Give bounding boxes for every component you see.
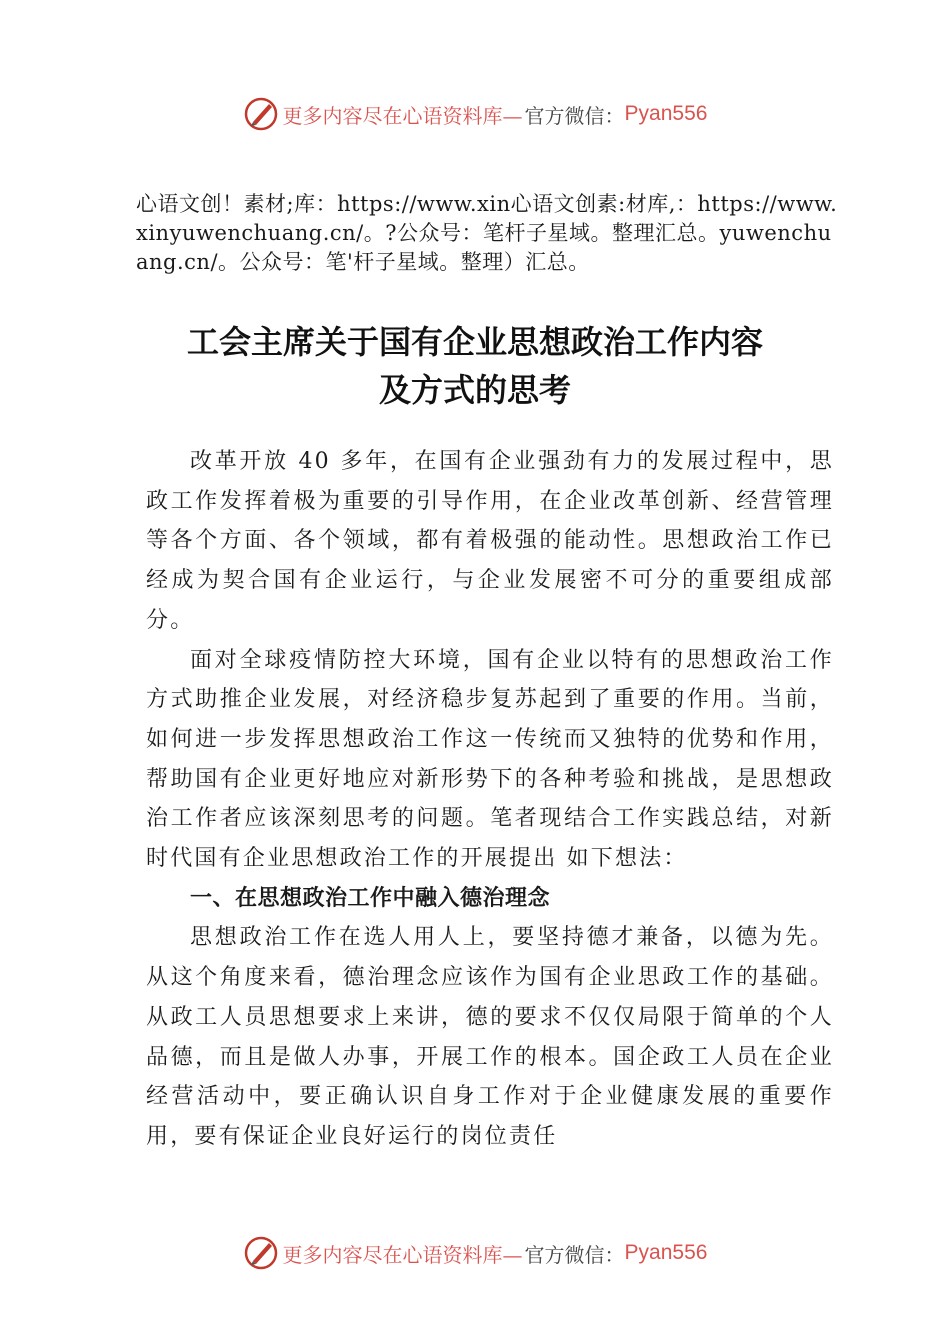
banner-text: 更多内容尽在心语资料库—: [282, 1242, 523, 1267]
banner-weixin-id: Pyan556: [624, 102, 708, 125]
title-line-1: 工会主席关于国有企业思想政治工作内容: [186, 323, 763, 361]
banner-weixin-label: 官方微信：: [524, 103, 625, 128]
banner-weixin-id: Pyan556: [624, 1241, 708, 1264]
pen-logo-icon: [243, 96, 279, 132]
document-title: [100, 318, 850, 414]
document-body: [146, 442, 834, 1157]
footer-banner: [0, 1233, 950, 1273]
banner-text: 更多内容尽在心语资料库—: [282, 103, 523, 128]
section-heading: 一、在思想政治工作中融入德治理念: [190, 885, 551, 911]
header-note: 心语文创！素材;库：https://www.xin心语文创素:材库,：https://www.xinyuwenchuang.cn/。?公众号：笔杆子星域。整理汇总。yuwenchuang.cn/。公众号：笔'杆子星域。整理）汇总。: [136, 192, 838, 274]
pen-logo-icon: [243, 1235, 279, 1271]
paragraph: 改革开放 40 多年，在国有企业强劲有力的发展过程中，思政工作发挥着极为重要的引导作用，在企业改革创新、经营管理等各个方面、各个领域，都有着极强的能动性。思想政治工作已经成为契合国有企业运行，与企业发展密不可分的重要组成部分。: [146, 449, 834, 633]
banner-weixin-label: 官方微信：: [524, 1242, 625, 1267]
title-line-2: 及方式的思考: [378, 371, 571, 409]
header-banner: [0, 94, 950, 134]
paragraph: 思想政治工作在选人用人上，要坚持德才兼备，以德为先。从这个角度来看，德治理念应该作为国有企业思政工作的基础。从政工人员思想要求上来讲，德的要求不仅仅局限于简单的个人品德，而且是做人办事，开展工作的根本。国企政工人员在企业经营活动中，要正确认识自身工作对于企业健康发展的重要作用，要有保证企业良好运行的岗位责任: [146, 925, 834, 1149]
paragraph: 面对全球疫情防控大环境，国有企业以特有的思想政治工作方式助推企业发展，对经济稳步复苏起到了重要的作用。当前，如何进一步发挥思想政治工作这一传统而又独特的优势和作用，帮助国有企业更好地应对新形势下的各种考验和挑战，是思想政治工作者应该深刻思考的问题。笔者现结合工作实践总结，对新时代国有企业思想政治工作的开展提出 如下想法：: [146, 647, 834, 872]
